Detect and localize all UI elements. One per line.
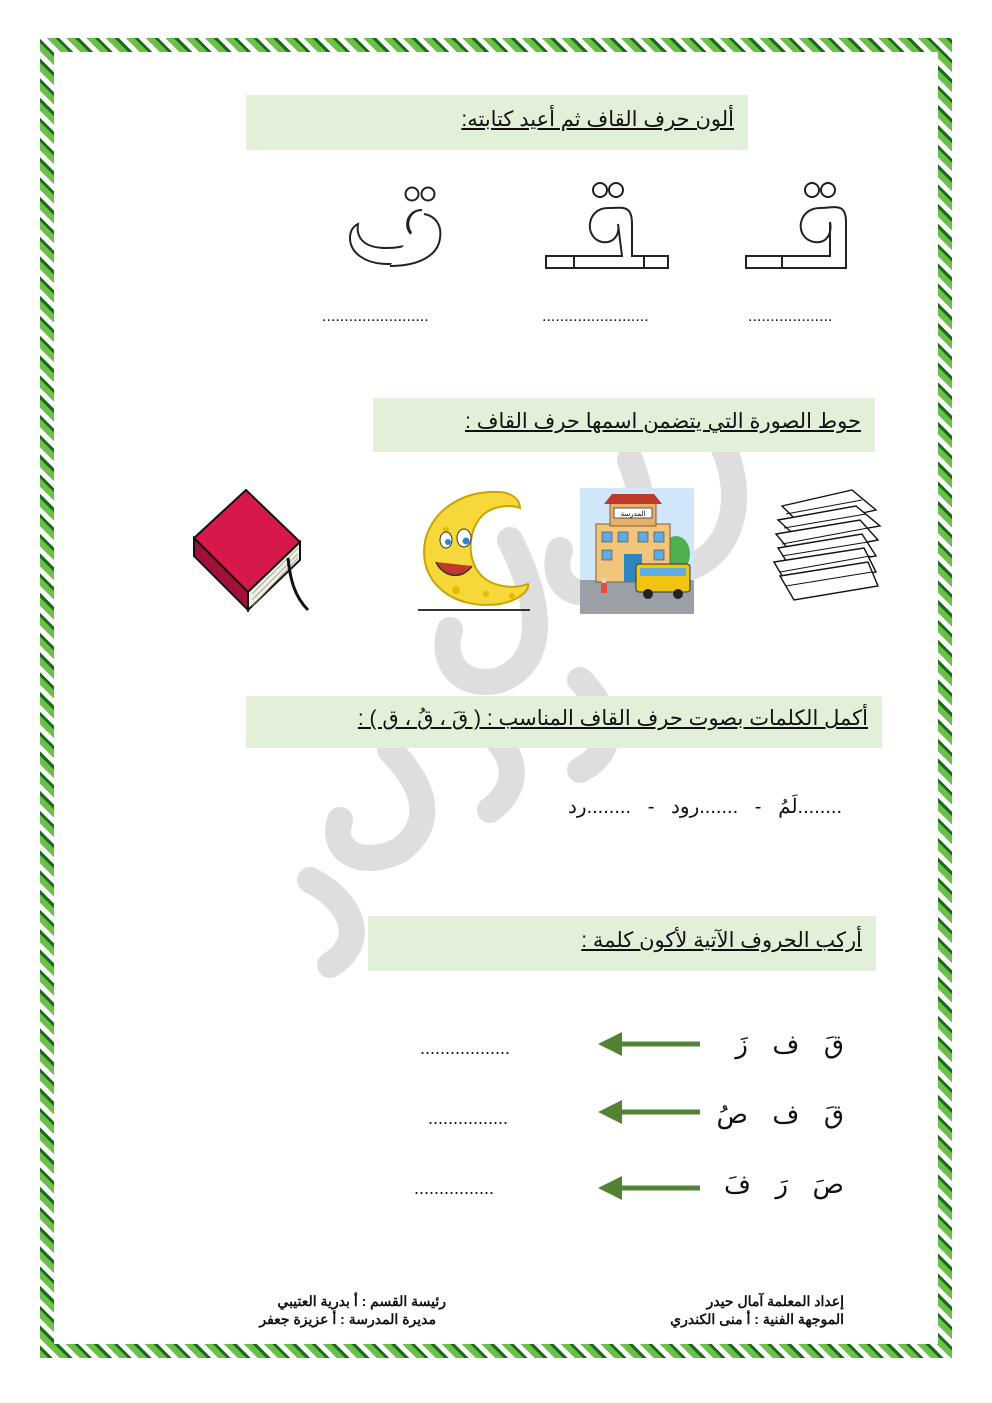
section3-title: أكمل الكلمات بصوت حرف القاف المناسب : ( قَ ، قُ ، ق ) : bbox=[357, 707, 868, 730]
section2-title: حوط الصورة التي يتضمن اسمها حرف القاف : bbox=[465, 410, 861, 433]
arrow-left-icon bbox=[596, 1174, 706, 1202]
footer-left bbox=[259, 1292, 446, 1328]
school-icon[interactable] bbox=[580, 488, 694, 614]
arrow-left-icon bbox=[596, 1098, 706, 1126]
fill-in-words[interactable]: ........لَمُ - .......رود - ........رد bbox=[568, 796, 842, 818]
department-head: رئيسة القسم : أ بدرية العتيبي bbox=[277, 1293, 446, 1309]
prepared-by: إعداد المعلمة آمال حيدر bbox=[706, 1293, 844, 1309]
letter-isolated-outline[interactable] bbox=[346, 186, 446, 268]
letters-row-1: قَ ف زَ bbox=[735, 1030, 844, 1059]
school-sign: المدرسة bbox=[620, 510, 646, 518]
answer-row-2[interactable]: ................ bbox=[428, 1108, 509, 1128]
letter-initial-outline[interactable] bbox=[742, 180, 852, 272]
letters-row-3: صَ رَ فَ bbox=[724, 1170, 844, 1199]
section4-title: أركب الحروف الآتية لأكون كلمة : bbox=[581, 929, 862, 952]
answer-line-3[interactable]: ........................ bbox=[322, 308, 429, 325]
answer-line-2[interactable]: ........................ bbox=[542, 308, 649, 325]
answer-row-3[interactable]: ................ bbox=[414, 1178, 495, 1198]
papers-icon[interactable] bbox=[772, 486, 884, 604]
section3-title-box bbox=[246, 696, 882, 748]
letters-row-2: قَ ف صُ bbox=[716, 1100, 844, 1129]
footer-right bbox=[670, 1292, 844, 1328]
section1-title-box bbox=[246, 95, 748, 150]
answer-row-1[interactable]: .................. bbox=[420, 1038, 511, 1058]
arrow-left-icon bbox=[596, 1030, 706, 1058]
moon-icon[interactable] bbox=[416, 486, 532, 614]
school-principal: مديرة المدرسة : أ عزيزة جعفر bbox=[259, 1311, 436, 1327]
letter-medial-outline[interactable] bbox=[544, 180, 670, 272]
section1-title: ألون حرف القاف ثم أعيد كتابته: bbox=[461, 108, 734, 131]
book-icon[interactable] bbox=[188, 488, 312, 614]
supervisor: الموجهة الفنية : أ منى الكندري bbox=[670, 1311, 844, 1327]
section4-title-box bbox=[368, 916, 876, 971]
section2-title-box bbox=[373, 398, 875, 452]
answer-line-1[interactable]: ................... bbox=[748, 308, 833, 325]
